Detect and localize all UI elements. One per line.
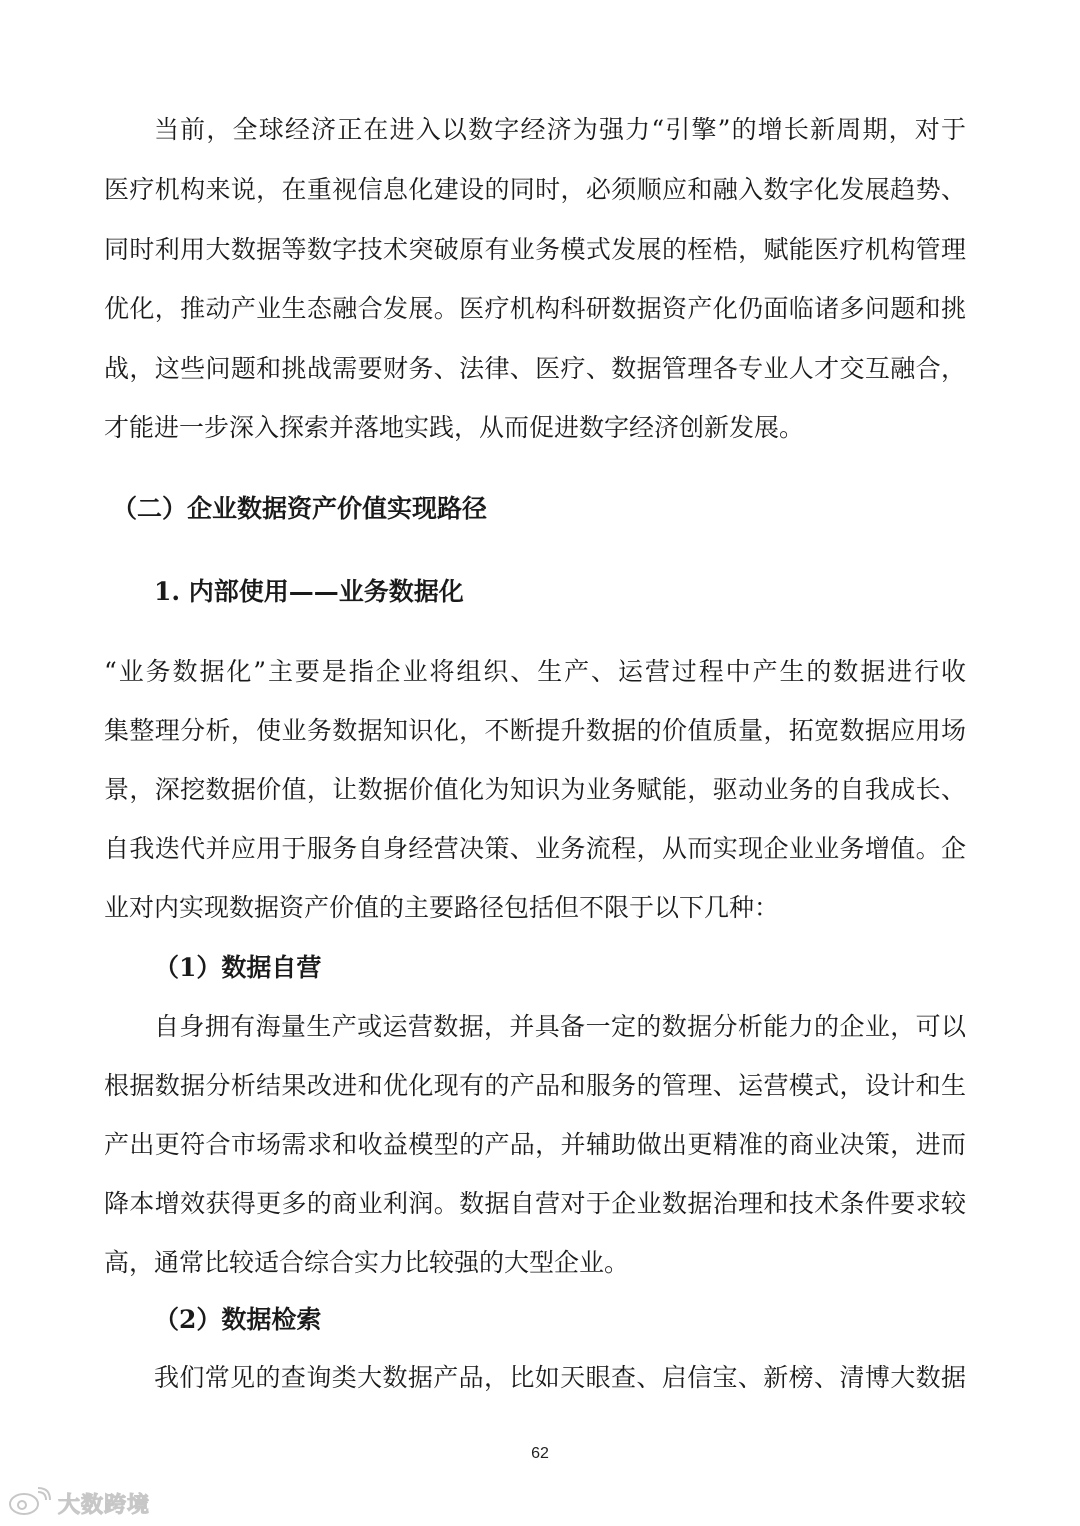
paragraph-line: 医疗机构来说，在重视信息化建设的同时，必须顺应和融入数字化发展趋势、 [104,175,966,204]
paragraph-line: 高，通常比较适合综合实力比较强的大型企业。 [104,1248,630,1277]
paragraph-line: 产出更符合市场需求和收益模型的产品，并辅助做出更精准的商业决策，进而 [104,1130,966,1159]
paragraph-line: 业对内实现数据资产价值的主要路径包括但不限于以下几种： [104,893,780,922]
paragraph-line: 景，深挖数据价值，让数据价值化为知识为业务赋能，驱动业务的自我成长、 [104,775,966,804]
page-number: 62 [531,1445,549,1462]
section-heading: （二）企业数据资产价值实现路径 [112,494,488,523]
paragraph-line: 当前，全球经济正在进入以数字经济为强力“引擎”的增长新周期，对于 [154,115,966,144]
weibo-logo-icon [8,1486,52,1520]
subsection-heading: 1. 内部使用——业务数据化 [154,577,464,606]
watermark-text: 大数跨境 [58,1492,151,1518]
paragraph-line: 根据数据分析结果改进和优化现有的产品和服务的管理、运营模式，设计和生 [104,1071,966,1100]
paragraph-line: 自身拥有海量生产或运营数据，并具备一定的数据分析能力的企业，可以 [154,1012,966,1041]
paragraph-line: 战，这些问题和挑战需要财务、法律、医疗、数据管理各专业人才交互融合， [104,354,966,383]
paragraph-line: 自我迭代并应用于服务自身经营决策、业务流程，从而实现企业业务增值。企 [104,834,966,863]
paragraph-line: 降本增效获得更多的商业利润。数据自营对于企业数据治理和技术条件要求较 [104,1189,966,1218]
item-heading: （2）数据检索 [154,1305,322,1334]
paragraph-line: 才能进一步深入探索并落地实践，从而促进数字经济创新发展。 [104,413,805,442]
paragraph-line: 同时利用大数据等数字技术突破原有业务模式发展的桎梏，赋能医疗机构管理 [104,235,966,264]
paragraph-line: 优化，推动产业生态融合发展。医疗机构科研数据资产化仍面临诸多问题和挑 [104,294,966,323]
watermark [8,1486,150,1520]
paragraph-line: 集整理分析，使业务数据知识化，不断提升数据的价值质量，拓宽数据应用场 [104,716,966,745]
paragraph-line: “业务数据化”主要是指企业将组织、生产、运营过程中产生的数据进行收 [104,657,966,686]
paragraph-line: 我们常见的查询类大数据产品，比如天眼查、启信宝、新榜、清博大数据 [154,1363,966,1392]
item-heading: （1）数据自营 [154,953,322,982]
